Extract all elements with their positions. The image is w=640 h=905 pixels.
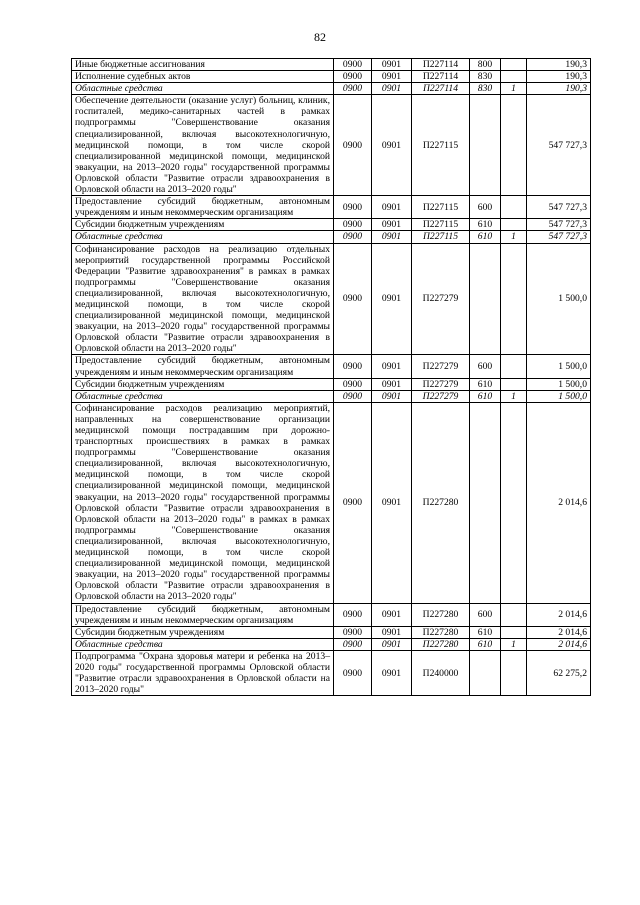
subsection-code: 0901 (372, 71, 412, 83)
amount: 190,3 (527, 71, 591, 83)
budget-table (71, 58, 591, 696)
amount: 547 727,3 (527, 196, 591, 219)
section-code: 0900 (334, 402, 372, 603)
expense-type-code: 600 (470, 196, 501, 219)
funding-source-code (501, 243, 527, 355)
expense-type-code (470, 650, 501, 695)
table-row (72, 243, 591, 355)
section-code: 0900 (334, 196, 372, 219)
target-article-code: П227115 (412, 95, 470, 196)
section-code: 0900 (334, 638, 372, 650)
table-row (72, 378, 591, 390)
subsection-code: 0901 (372, 638, 412, 650)
section-code: 0900 (334, 243, 372, 355)
subsection-code: 0901 (372, 390, 412, 402)
subsection-code: 0901 (372, 219, 412, 231)
item-name: Исполнение судебных актов (72, 71, 334, 83)
funding-source-code: 1 (501, 638, 527, 650)
table-row (72, 650, 591, 695)
subsection-code: 0901 (372, 231, 412, 243)
expense-type-code: 600 (470, 355, 501, 378)
section-code: 0900 (334, 378, 372, 390)
table-row (72, 83, 591, 95)
target-article-code: П227279 (412, 378, 470, 390)
expense-type-code (470, 95, 501, 196)
funding-source-code (501, 355, 527, 378)
funding-source-code (501, 71, 527, 83)
item-name: Областные средства (72, 83, 334, 95)
expense-type-code: 610 (470, 390, 501, 402)
table-row (72, 355, 591, 378)
section-code: 0900 (334, 355, 372, 378)
target-article-code: П227280 (412, 626, 470, 638)
target-article-code: П227114 (412, 71, 470, 83)
target-article-code: П240000 (412, 650, 470, 695)
section-code: 0900 (334, 650, 372, 695)
table-row (72, 71, 591, 83)
item-name: Предоставление субсидий бюджетным, автономным учреждениям и иным некоммерческим организациям (72, 355, 334, 378)
section-code: 0900 (334, 59, 372, 71)
funding-source-code: 1 (501, 390, 527, 402)
item-name: Софинансирование расходов реализацию мероприятий, направленных на совершенствование организации медицинской помощи пострадавшим при дорожно-транспортных происшествиях в рамках в рамках подпрограммы "Совершенствование оказания специализированной, включая высокотехнологичную, медицинской помощи, в том числе скорой специализированной медицинской помощи, медицинской эвакуации, на 2013–2020 годы" государственной программы Орловской области "Развитие отрасли здравоохранения в Орловской области на 2013–2020 годы" в рамках в рамках подпрограммы "Совершенствование оказания специализированной, включая высокотехнологичную, медицинской помощи, в том числе скорой специализированной медицинской помощи, медицинской эвакуации, на 2013–2020 годы" государственной программы Орловской области "Развитие отрасли здравоохранения в Орловской области на 2013–2020 годы" (72, 402, 334, 603)
item-name: Областные средства (72, 638, 334, 650)
target-article-code: П227115 (412, 219, 470, 231)
table-row (72, 196, 591, 219)
item-name: Областные средства (72, 390, 334, 402)
item-name: Предоставление субсидий бюджетным, автономным учреждениям и иным некоммерческим организациям (72, 196, 334, 219)
funding-source-code (501, 95, 527, 196)
subsection-code: 0901 (372, 95, 412, 196)
funding-source-code (501, 219, 527, 231)
table-row (72, 638, 591, 650)
amount: 2 014,6 (527, 603, 591, 626)
item-name: Обеспечение деятельности (оказание услуг) больниц, клиник, госпиталей, медико-санитарных частей в рамках подпрограммы "Совершенствование оказания специализированной, включая высокотехнологичную, медицинской помощи, в том числе скорой специализированной медицинской помощи, медицинской эвакуации, на 2013–2020 годы" государственной программы Орловской области "Развитие отрасли здравоохранения в Орловской области на 2013–2020 годы" (72, 95, 334, 196)
table-row (72, 390, 591, 402)
amount: 547 727,3 (527, 219, 591, 231)
funding-source-code (501, 626, 527, 638)
subsection-code: 0901 (372, 626, 412, 638)
subsection-code: 0901 (372, 196, 412, 219)
expense-type-code (470, 243, 501, 355)
expense-type-code: 610 (470, 626, 501, 638)
funding-source-code: 1 (501, 231, 527, 243)
expense-type-code (470, 402, 501, 603)
expense-type-code: 610 (470, 638, 501, 650)
funding-source-code (501, 196, 527, 219)
target-article-code: П227280 (412, 402, 470, 603)
expense-type-code: 830 (470, 71, 501, 83)
expense-type-code: 610 (470, 378, 501, 390)
target-article-code: П227279 (412, 355, 470, 378)
expense-type-code: 610 (470, 219, 501, 231)
funding-source-code (501, 402, 527, 603)
funding-source-code: 1 (501, 83, 527, 95)
target-article-code: П227115 (412, 231, 470, 243)
page-number: 82 (314, 30, 326, 44)
amount: 547 727,3 (527, 231, 591, 243)
amount: 1 500,0 (527, 243, 591, 355)
funding-source-code (501, 378, 527, 390)
amount: 547 727,3 (527, 95, 591, 196)
amount: 2 014,6 (527, 638, 591, 650)
expense-type-code: 610 (470, 231, 501, 243)
item-name: Иные бюджетные ассигнования (72, 59, 334, 71)
subsection-code: 0901 (372, 355, 412, 378)
expense-type-code: 830 (470, 83, 501, 95)
funding-source-code (501, 650, 527, 695)
subsection-code: 0901 (372, 378, 412, 390)
target-article-code: П227114 (412, 59, 470, 71)
subsection-code: 0901 (372, 402, 412, 603)
funding-source-code (501, 59, 527, 71)
target-article-code: П227280 (412, 638, 470, 650)
expense-type-code: 800 (470, 59, 501, 71)
table-row (72, 59, 591, 71)
amount: 1 500,0 (527, 390, 591, 402)
item-name: Областные средства (72, 231, 334, 243)
target-article-code: П227280 (412, 603, 470, 626)
target-article-code: П227115 (412, 196, 470, 219)
section-code: 0900 (334, 95, 372, 196)
item-name: Подпрограмма "Охрана здоровья матери и ребенка на 2013–2020 годы" государственной программы Орловской области "Развитие отрасли здравоохранения в Орловской области на 2013–2020 годы" (72, 650, 334, 695)
section-code: 0900 (334, 390, 372, 402)
subsection-code: 0901 (372, 83, 412, 95)
amount: 2 014,6 (527, 402, 591, 603)
amount: 2 014,6 (527, 626, 591, 638)
item-name: Субсидии бюджетным учреждениям (72, 626, 334, 638)
table-row (72, 402, 591, 603)
target-article-code: П227279 (412, 243, 470, 355)
item-name: Субсидии бюджетным учреждениям (72, 219, 334, 231)
amount: 1 500,0 (527, 378, 591, 390)
section-code: 0900 (334, 231, 372, 243)
amount: 190,3 (527, 59, 591, 71)
section-code: 0900 (334, 71, 372, 83)
table-row (72, 603, 591, 626)
target-article-code: П227279 (412, 390, 470, 402)
table-row (72, 231, 591, 243)
item-name: Субсидии бюджетным учреждениям (72, 378, 334, 390)
amount: 190,3 (527, 83, 591, 95)
table-row (72, 626, 591, 638)
section-code: 0900 (334, 626, 372, 638)
section-code: 0900 (334, 83, 372, 95)
table-row (72, 95, 591, 196)
subsection-code: 0901 (372, 243, 412, 355)
funding-source-code (501, 603, 527, 626)
target-article-code: П227114 (412, 83, 470, 95)
section-code: 0900 (334, 603, 372, 626)
item-name: Предоставление субсидий бюджетным, автономным учреждениям и иным некоммерческим организациям (72, 603, 334, 626)
subsection-code: 0901 (372, 59, 412, 71)
section-code: 0900 (334, 219, 372, 231)
subsection-code: 0901 (372, 603, 412, 626)
table-row (72, 219, 591, 231)
subsection-code: 0901 (372, 650, 412, 695)
expense-type-code: 600 (470, 603, 501, 626)
amount: 62 275,2 (527, 650, 591, 695)
amount: 1 500,0 (527, 355, 591, 378)
item-name: Софинансирование расходов на реализацию отдельных мероприятий государственной программы Российской Федерации "Развитие здравоохранения" в рамках в рамках подпрограммы "Совершенствование оказания специализированной, включая высокотехнологичную, медицинской помощи, в том числе скорой специализированной медицинской помощи, медицинской эвакуации, на 2013–2020 годы" государственной программы Орловской области "Развитие отрасли здравоохранения в Орловской области на 2013–2020 годы" (72, 243, 334, 355)
